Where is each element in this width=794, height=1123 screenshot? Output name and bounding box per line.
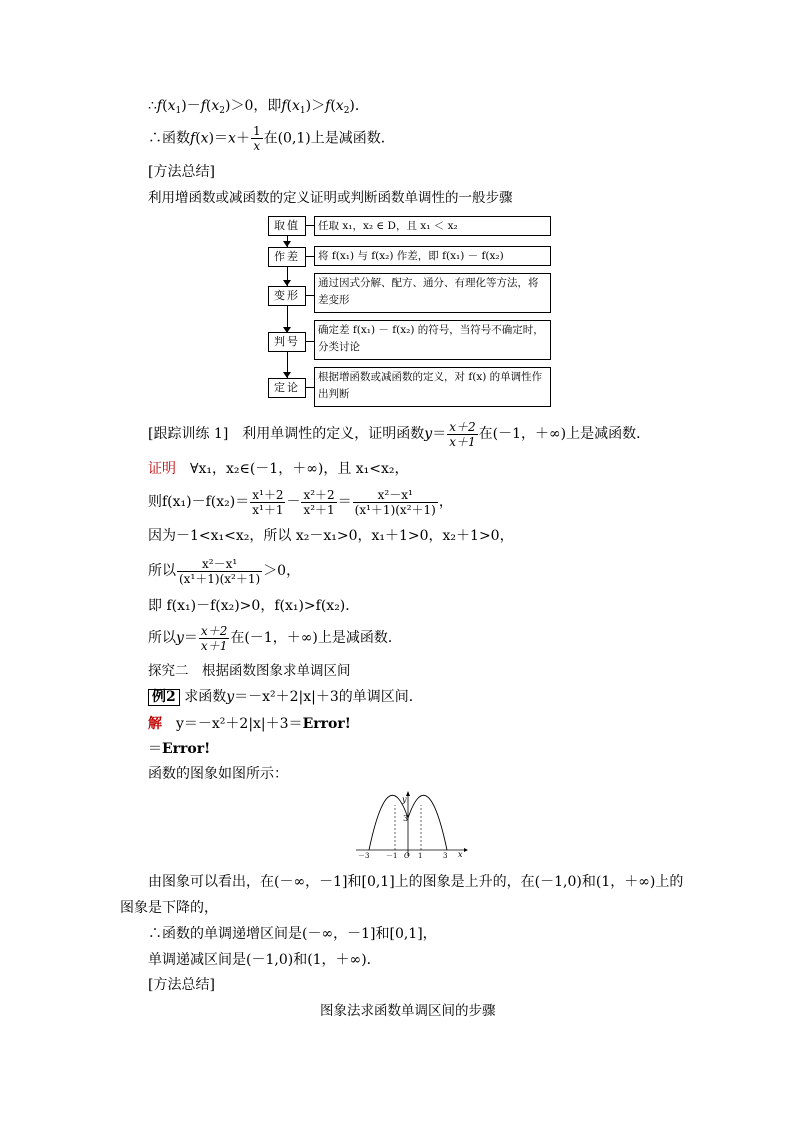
decreasing-intervals: 单调递减区间是(－1,0)和(1，＋∞)． <box>148 952 381 968</box>
proof-line-6: 所以y＝ $\frac{x+2}{x+1}$ 在(－1，＋∞)上是减函数． <box>148 623 402 653</box>
flow-step-4: 判号 <box>268 332 306 352</box>
flow-step-2: 作差 <box>268 247 306 267</box>
fraction: $\frac{\text{x¹＋2}}{\text{x¹＋1}}$ <box>252 487 284 517</box>
x-axis-arrow <box>464 848 468 852</box>
solution-label: 解 <box>148 716 162 732</box>
example-2: 例2 求函数y＝－x²＋2|x|＋3的单调区间． <box>148 688 423 706</box>
observation-line-2: 图象是下降的， <box>120 900 218 916</box>
observation-line-1: 由图象可以看出，在(－∞，－1]和[0,1]上的图象是上升的，在(－1,0)和(1，＋∞)上的 <box>148 874 684 890</box>
tick-3: 3 <box>443 852 448 860</box>
line-conclusion-1: $\therefore f(x_1)-f(x_2)>0$，即$f(x_1)>f(x_2)$． <box>148 98 369 116</box>
proof-line-2: 则f(x₁)－f(x₂)＝ $\frac{\text{x¹＋2}}{\text{x¹＋1}}$ － $\frac{\text{x²＋2}}{\text{x²＋1}}$ ＝ $\frac{\text{x²－x¹}}{\text{(x¹＋1)(x²＋1)}}$ ， <box>148 487 453 517</box>
method-summary-title-2: 图象法求函数单调区间的步骤 <box>320 1003 496 1019</box>
fraction: $\frac{\text{x²＋2}}{\text{x²＋1}}$ <box>303 487 335 517</box>
flow-step-5: 定论 <box>268 378 306 398</box>
flow-link <box>306 387 314 388</box>
method-summary-title: 利用增函数或减函数的定义证明或判断函数单调性的一般步骤 <box>148 190 513 206</box>
flow-link <box>306 256 314 257</box>
flow-step-3: 变形 <box>268 286 306 306</box>
section-heading: 探究二 根据函数图象求单调区间 <box>148 663 351 679</box>
method-summary-label: [方法总结] <box>148 164 215 180</box>
tick-neg3: －3 <box>358 852 370 860</box>
flow-desc-4: 确定差 f(x₁) － f(x₂) 的符号，当符号不确定时，分类讨论 <box>314 320 551 360</box>
curve-right <box>408 795 447 850</box>
flow-desc-5: 根据增函数或减函数的定义，对 f(x) 的单调性作出判断 <box>314 367 551 407</box>
increasing-intervals: ∴函数的单调递增区间是(－∞，－1]和[0,1]， <box>148 926 437 942</box>
fraction: $\frac{\text{x²－x¹}}{\text{(x¹＋1)(x²＋1)}}$ <box>354 487 436 517</box>
solution-line-2: ＝Error! <box>148 741 211 757</box>
flow-link <box>306 295 314 296</box>
flow-desc-2: 将 f(x₁) 与 f(x₂) 作差，即 f(x₁) － f(x₂) <box>314 246 551 266</box>
proof-line-3: 因为－1<x₁<x₂，所以 x₂－x₁>0，x₁＋1>0，x₂＋1>0， <box>148 528 514 544</box>
fraction: $\frac{x+2}{x+1}$ <box>449 419 476 449</box>
label-3: 3 <box>403 814 409 823</box>
flow-link <box>306 225 314 226</box>
tracking-exercise-1: [跟踪训练 1] 利用单调性的定义，证明函数y＝ $\frac{x+2}{x+1}$ 在(－1，＋∞)上是减函数． <box>148 419 651 449</box>
tick-origin: O <box>404 852 410 860</box>
fraction: $\frac{x+2}{x+1}$ <box>200 623 228 653</box>
proof-label: 证明 <box>148 461 176 477</box>
proof-line-5: 即 f(x₁)－f(x₂)>0，f(x₁)>f(x₂)． <box>148 598 360 614</box>
function-graph <box>352 790 472 860</box>
axis-label-y: y <box>402 795 407 804</box>
example-tag: 例2 <box>148 689 180 706</box>
method-summary-label-2: [方法总结] <box>148 977 215 993</box>
y-axis-arrow <box>406 791 410 796</box>
graph-caption: 函数的图象如图所示： <box>148 766 288 782</box>
flow-desc-3: 通过因式分解、配方、通分、有理化等方法，将差变形 <box>314 273 551 313</box>
axis-label-x: x <box>458 850 463 859</box>
tick-1: 1 <box>418 852 423 860</box>
line-conclusion-2: ∴函数f(x)＝x＋ $\frac{1}{x}$ 在(0,1)上是减函数． <box>148 124 395 153</box>
proof-line-4: 所以 $\frac{\text{x²－x¹}}{\text{(x¹＋1)(x²＋1)}}$ ＞0， <box>148 556 301 586</box>
fraction-1-over-x: $\frac{1}{x}$ <box>252 124 261 153</box>
flow-desc-1: 任取 x₁，x₂ ∈ D，且 x₁ ＜ x₂ <box>314 216 551 236</box>
proof-line-1: 证明 ∀x₁，x₂∈(－1，＋∞)，且 x₁<x₂， <box>148 461 409 477</box>
fraction: $\frac{\text{x²－x¹}}{\text{(x¹＋1)(x²＋1)}}$ <box>179 556 261 586</box>
flow-step-1: 取值 <box>268 216 306 236</box>
solution-line-1: 解 y＝－x²＋2|x|＋3＝Error! <box>148 716 351 732</box>
flow-link <box>306 341 314 342</box>
tick-neg1: －1 <box>386 852 398 860</box>
